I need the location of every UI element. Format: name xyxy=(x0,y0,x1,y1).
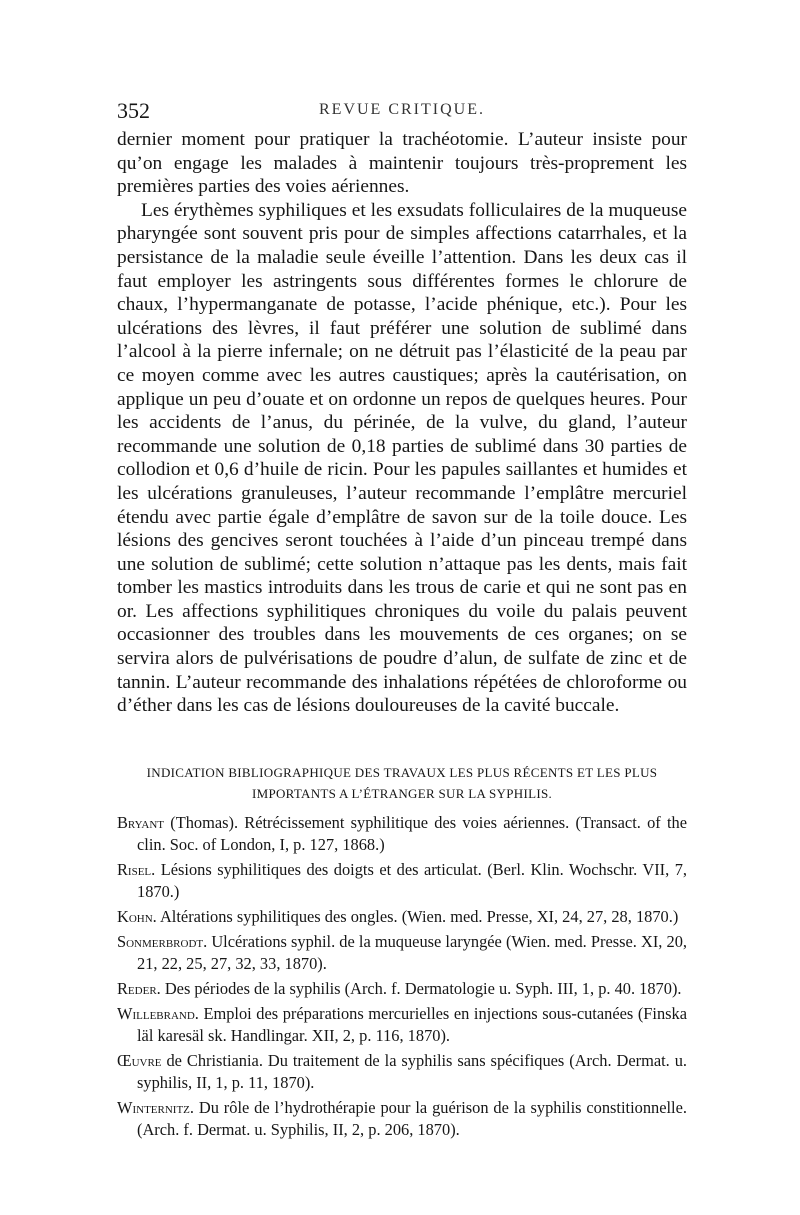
bibliography-entry xyxy=(117,931,687,975)
entry-author: Kohn. xyxy=(117,907,157,926)
page-number: 352 xyxy=(117,98,150,123)
paragraph-continuation: dernier moment pour pratiquer la trachéotomie. L’auteur insiste pour qu’on engage les malades à maintenir toujours très-proprement les premières parties des voies aériennes. xyxy=(117,129,687,198)
bibliography-entry xyxy=(117,1050,687,1094)
bibliography-entry xyxy=(117,812,687,856)
entry-text: Des périodes de la syphilis (Arch. f. Dermatologie u. Syph. III, 1, p. 40. 1870). xyxy=(160,979,682,998)
running-title: REVUE CRITIQUE. xyxy=(319,101,485,118)
bibliography-list xyxy=(117,812,687,1144)
entry-text: Altérations syphilitiques des ongles. (Wien. med. Presse, XI, 24, 27, 28, 1870.) xyxy=(156,907,679,926)
entry-author: Winternitz. xyxy=(117,1098,194,1117)
entry-author: Bryant xyxy=(117,813,164,832)
entry-author: Œuvre xyxy=(117,1051,162,1070)
paragraph: Les érythèmes syphiliques et les exsudats folliculaires de la muqueuse pharyngée sont souvent pris pour de simples affections catarrhales, et la persistance de la maladie seule éveille l’attention. Dans les deux cas il faut employer les astringents sous différentes formes le chlorure de chaux, l’hypermanganate de potasse, l’acide phénique, etc.). Pour les ulcérations des lèvres, il faut préférer une solution de sublimé dans l’alcool à la pierre infernale; on ne détruit pas l’élasticité de la peau par ce moyen comme avec les autres caustiques; après la cautérisation, on applique un peu d’ouate et on ordonne un repos de quelques heures. Pour les accidents de l’anus, du périnée, de la vulve, du gland, l’auteur recommande une solution de 0,18 parties de sublimé dans 30 parties de collodion et 0,6 d’huile de ricin. Pour les papules saillantes et humides et les ulcérations granuleuses, l’auteur recommande l’emplâtre mercuriel étendu avec partie égale d’emplâtre de savon sur de la toile douce. Les lésions des gencives seront touchées à l’aide d’un pinceau trempé dans une solution de sublimé; cette solution n’attaque pas les dents, mais fait tomber les mastics introduits dans les trous de carie et qui ne sont pas en or. Les affections syphilitiques chroniques du voile du palais peuvent occasionner des troubles dans les mouvements de ces organes; on se servira alors de pulvérisations de poudre d’alun, de sulfate de zinc et de tannin. L’auteur recommande des inhalations répétées de chloroforme ou d’éther dans les cas de lésions douloureuses de la cavité buccale. xyxy=(117,199,687,717)
entry-text: (Thomas). Rétrécissement syphilitique des voies aériennes. (Transact. of the clin. Soc. of London, I, p. 127, 1868.) xyxy=(137,813,687,854)
bibliography-entry xyxy=(117,1003,687,1047)
entry-text: Emploi des préparations mercurielles en injections sous-cutanées (Finska läl karesäl sk. Handlingar. XII, 2, p. 116, 1870). xyxy=(137,1004,687,1045)
entry-text: de Christiania. Du traitement de la syphilis sans spécifiques (Arch. Dermat. u. syphilis, II, 1, p. 11, 1870). xyxy=(137,1051,687,1092)
bibliography-heading-line: IMPORTANTS A L’ÉTRANGER SUR LA SYPHILIS. xyxy=(251,786,553,801)
page-header xyxy=(117,98,687,128)
entry-author: Reder. xyxy=(117,979,161,998)
bibliography-heading xyxy=(117,762,687,804)
entry-author: Willebrand. xyxy=(117,1004,199,1023)
bibliography-entry xyxy=(117,978,687,1000)
entry-author: Sonmerbrodt. xyxy=(117,932,208,951)
entry-text: Ulcérations syphil. de la muqueuse laryngée (Wien. med. Presse. XI, 20, 21, 22, 25, 27, 32, 33, 1870). xyxy=(137,932,687,973)
bibliography-entry xyxy=(117,906,687,928)
entry-author: Risel. xyxy=(117,860,156,879)
bibliography-heading-line: INDICATION BIBLIOGRAPHIQUE DES TRAVAUX LES PLUS RÉCENTS ET LES PLUS xyxy=(146,765,658,780)
entry-text: Du rôle de l’hydrothérapie pour la guérison de la syphilis constitionnelle. (Arch. f. Dermat. u. Syphilis, II, 2, p. 206, 1870). xyxy=(137,1098,687,1139)
bibliography-entry xyxy=(117,1097,687,1141)
bibliography-entry xyxy=(117,859,687,903)
entry-text: Lésions syphilitiques des doigts et des articulat. (Berl. Klin. Wochschr. VII, 7, 1870.) xyxy=(137,860,687,901)
body-text xyxy=(117,128,687,718)
